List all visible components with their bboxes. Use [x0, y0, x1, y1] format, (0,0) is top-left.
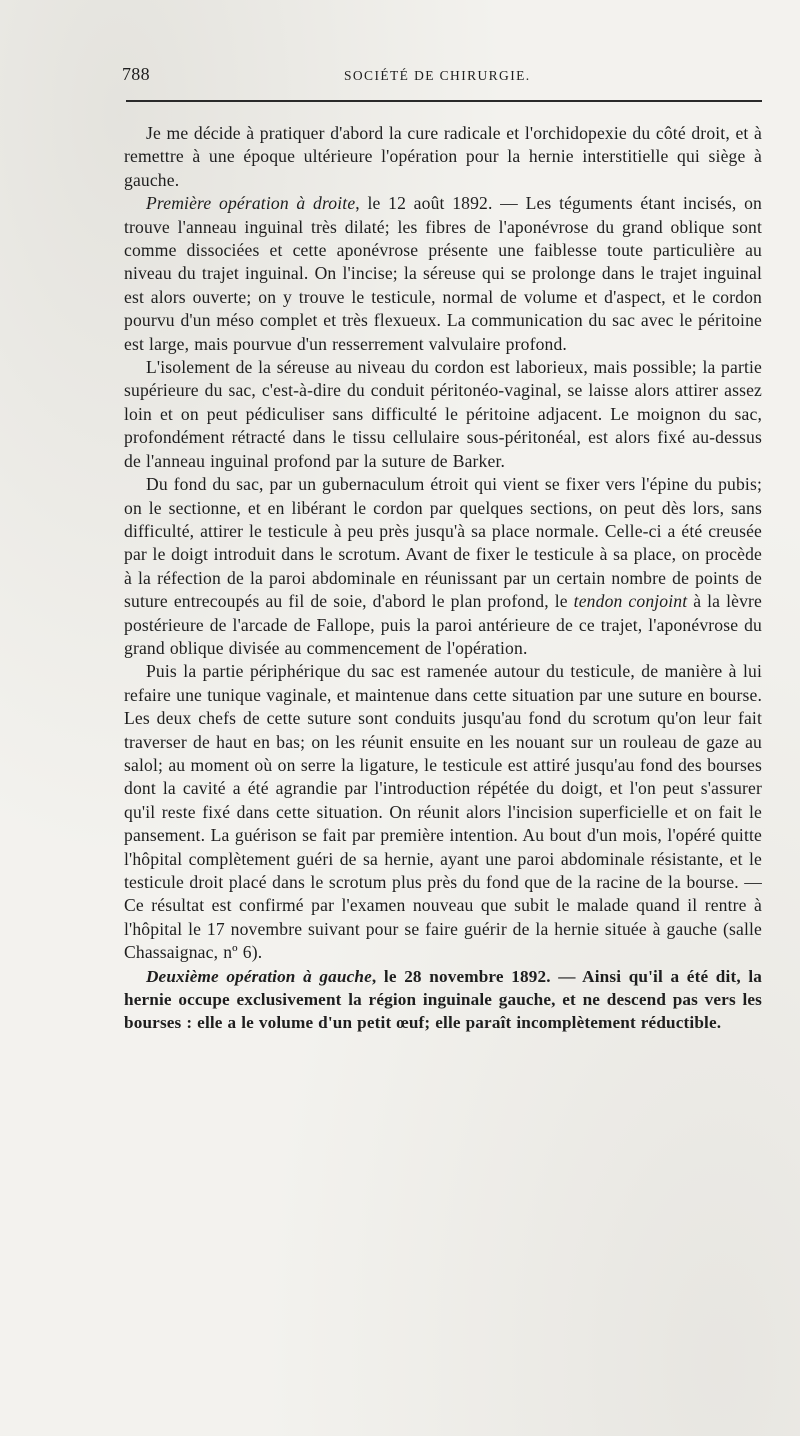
book-page: [122, 62, 764, 1033]
paragraph-text: à la lèvre postérieure de l'arcade de Fallope, puis la paroi antérieure de ce trajet, l'aponévrose du grand oblique divisée au commencement de l'opération.: [124, 591, 763, 658]
running-header: [122, 62, 764, 90]
paragraph-6: [124, 965, 762, 1035]
header-rule: [126, 100, 762, 102]
page-number: 788: [122, 64, 150, 84]
section-heading-second-operation: Deuxième opération à gauche: [146, 966, 372, 986]
paragraph-text: Puis la partie périphérique du sac est ramenée autour du testicule, de manière à lui refaire une tunique vaginale, et maintenue dans cette situation par une suture en bourse. Les deux chefs de cette suture sont conduits jusqu'au fond du scrotum qu'on leur fait traverser de haut en bas; on les réunit ensuite en les nouant sur un rouleau de gaze au salol; au moment où on serre la ligature, le testicule est attiré jusqu'au fond des bourses dont la cavité a été agrandie par l'introduction répétée du doigt, et l'on peut s'assurer qu'il reste fixé dans cette situation. On réunit alors l'incision superficielle et on fait le pansement. La guérison se fait par première intention. Au bout d'un mois, l'opéré quitte l'hôpital complètement guéri de sa hernie, ayant une paroi abdominale résistante, et le testicule droit placé dans le scrotum plus près du fond que de la racine de la bourse. — Ce résultat est confirmé par l'examen nouveau que subit le malade quand il rentre à l'hôpital le 17 novembre suivant pour se faire guérir de la hernie située à gauche (salle Chassaignac, nº 6).: [124, 661, 762, 963]
paragraph-1: [124, 122, 762, 192]
paragraph-3: [124, 356, 762, 473]
section-heading-first-operation: Première opération à droite: [146, 193, 356, 214]
paragraph-5: [124, 660, 762, 964]
body-text: [124, 122, 762, 1035]
paragraph-text: L'isolement de la séreuse au niveau du cordon est laborieux, mais possible; la partie supérieure du sac, c'est-à-dire du conduit péritonéo-vaginal, se laisse alors attirer assez loin et on peut pédiculiser sans difficulté le péritoine adjacent. Le moignon du sac, profondément rétracté dans le tissu cellulaire sous-péritonéal, est alors fixé au-dessus de l'anneau inguinal profond par la suture de Barker.: [124, 357, 762, 471]
italic-term: tendon conjoint: [573, 591, 688, 612]
paragraph-4: [124, 473, 762, 660]
running-title: SOCIÉTÉ DE CHIRURGIE.: [344, 68, 531, 83]
paragraph-text: Du fond du sac, par un gubernaculum étroit qui vient se fixer vers l'épine du pubis; on le sectionne, et en libérant le cordon par quelques sections, on peut dès lors, sans difficulté, attirer le testicule à peu près jusqu'à sa place normale. Celle-ci a été creusée par le doigt introduit dans le scrotum. Avant de fixer le testicule à sa place, on procède à la réfection de la paroi abdominale en réunissant par un certain nombre de points de suture entrecoupés au fil de soie, d'abord le plan profond, le: [124, 474, 762, 612]
paragraph-2: [124, 192, 762, 356]
paragraph-text: Je me décide à pratiquer d'abord la cure radicale et l'orchidopexie du côté droit, et à remettre à une époque ultérieure l'opération pour la hernie interstitielle qui siège à gauche.: [124, 123, 762, 190]
paragraph-text: , le 28 novembre 1892. — Ainsi qu'il a été dit, la hernie occupe exclusivement la région inguinale gauche, et ne descend pas vers les bourses : elle a le volume d'un petit œuf; elle paraît incomplètement réductible.: [124, 966, 763, 1033]
paragraph-text: , le 12 août 1892. — Les téguments étant incisés, on trouve l'anneau inguinal très dilaté; les fibres de l'aponévrose du grand oblique sont comme dissociées et cette aponévrose présente une faiblesse toute particulière au niveau du trajet inguinal. On l'incise; la séreuse qui se prolonge dans le trajet inguinal est alors ouverte; on y trouve le testicule, normal de volume et d'aspect, et le cordon pourvu d'un méso complet et très flexueux. La communication du sac avec le péritoine est large, mais pourvue d'un resserrement valvulaire profond.: [124, 193, 762, 354]
